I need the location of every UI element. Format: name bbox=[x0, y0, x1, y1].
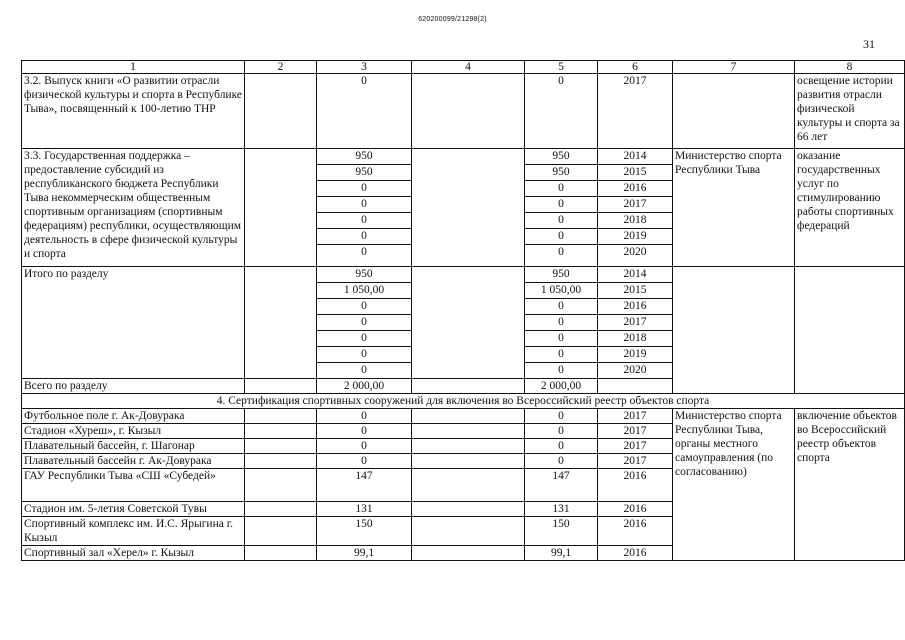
subtotal-label: Итого по разделу bbox=[22, 267, 245, 379]
table-row bbox=[22, 409, 905, 424]
amount-cell: 0 bbox=[317, 245, 412, 267]
section-heading-row bbox=[22, 394, 905, 409]
header-cell: 3 bbox=[317, 61, 412, 74]
year-cell: 2014 bbox=[598, 267, 673, 283]
amount-cell: 0 bbox=[525, 454, 598, 469]
year-cell: 2016 bbox=[598, 502, 673, 517]
amount-cell: 0 bbox=[525, 197, 598, 213]
header-cell: 4 bbox=[412, 61, 525, 74]
amount-cell: 0 bbox=[525, 424, 598, 439]
amount-cell: 0 bbox=[525, 213, 598, 229]
amount-cell: 150 bbox=[525, 517, 598, 546]
amount-cell: 147 bbox=[525, 469, 598, 502]
year-cell: 2019 bbox=[598, 229, 673, 245]
amount-cell: 0 bbox=[317, 347, 412, 363]
header-cell: 6 bbox=[598, 61, 673, 74]
amount-cell: 2 000,00 bbox=[525, 379, 598, 394]
year-cell: 2016 bbox=[598, 546, 673, 561]
year-cell: 2017 bbox=[598, 197, 673, 213]
header-cell: 1 bbox=[22, 61, 245, 74]
table-row bbox=[22, 149, 905, 165]
amount-cell: 0 bbox=[317, 315, 412, 331]
amount-cell: 147 bbox=[317, 469, 412, 502]
year-cell: 2017 bbox=[598, 424, 673, 439]
amount-cell: 0 bbox=[525, 439, 598, 454]
header-cell: 7 bbox=[673, 61, 795, 74]
amount-cell: 0 bbox=[317, 424, 412, 439]
year-cell: 2017 bbox=[598, 315, 673, 331]
table-row bbox=[22, 267, 905, 283]
amount-cell: 2 000,00 bbox=[317, 379, 412, 394]
amount-cell: 0 bbox=[525, 347, 598, 363]
amount-cell: 0 bbox=[317, 74, 412, 149]
year-cell: 2018 bbox=[598, 331, 673, 347]
amount-cell: 131 bbox=[317, 502, 412, 517]
amount-cell: 0 bbox=[525, 409, 598, 424]
header-cell: 8 bbox=[795, 61, 905, 74]
result-cell: освещение истории развития отрасли физической культуры и спорта за 66 лет bbox=[795, 74, 905, 149]
page-number: 31 bbox=[863, 37, 875, 51]
amount-cell: 131 bbox=[525, 502, 598, 517]
activity-name: 3.2. Выпуск книги «О развитии отрасли физической культуры и спорта в Республике Тыва», посвященный к 100-летию ТНР bbox=[22, 74, 245, 149]
executor-cell: Министерство спорта Республики Тыва bbox=[673, 149, 795, 267]
amount-cell: 1 050,00 bbox=[317, 283, 412, 299]
program-table bbox=[21, 60, 905, 561]
year-cell: 2019 bbox=[598, 347, 673, 363]
year-cell: 2017 bbox=[598, 409, 673, 424]
amount-cell: 950 bbox=[317, 149, 412, 165]
amount-cell: 0 bbox=[317, 213, 412, 229]
year-cell: 2015 bbox=[598, 283, 673, 299]
section-title: 4. Сертификация спортивных сооружений для включения во Всероссийский реестр объектов спорта bbox=[22, 394, 905, 409]
year-cell: 2016 bbox=[598, 181, 673, 197]
amount-cell: 950 bbox=[525, 165, 598, 181]
total-label: Всего по разделу bbox=[22, 379, 245, 394]
executor-cell: Министерство спорта Республики Тыва, органы местного самоуправления (по согласованию) bbox=[673, 409, 795, 561]
year-cell: 2016 bbox=[598, 517, 673, 546]
amount-cell: 0 bbox=[525, 363, 598, 379]
amount-cell: 0 bbox=[317, 229, 412, 245]
header-cell: 5 bbox=[525, 61, 598, 74]
amount-cell: 1 050,00 bbox=[525, 283, 598, 299]
year-cell: 2020 bbox=[598, 245, 673, 267]
amount-cell: 0 bbox=[317, 331, 412, 347]
amount-cell: 0 bbox=[317, 409, 412, 424]
year-cell: 2017 bbox=[598, 439, 673, 454]
year-cell: 2017 bbox=[598, 454, 673, 469]
amount-cell: 0 bbox=[317, 181, 412, 197]
header-row bbox=[22, 61, 905, 74]
amount-cell: 950 bbox=[525, 267, 598, 283]
year-cell: 2016 bbox=[598, 299, 673, 315]
facility-name: Спортивный зал «Херел» г. Кызыл bbox=[22, 546, 245, 561]
amount-cell: 99,1 bbox=[317, 546, 412, 561]
amount-cell: 950 bbox=[317, 165, 412, 181]
amount-cell: 150 bbox=[317, 517, 412, 546]
year-cell: 2015 bbox=[598, 165, 673, 181]
amount-cell: 0 bbox=[525, 315, 598, 331]
amount-cell: 99,1 bbox=[525, 546, 598, 561]
amount-cell: 0 bbox=[317, 439, 412, 454]
amount-cell: 0 bbox=[525, 331, 598, 347]
year-cell: 2017 bbox=[598, 74, 673, 149]
result-cell: оказание государственных услуг по стимулированию работы спортивных федераций bbox=[795, 149, 905, 267]
amount-cell: 0 bbox=[525, 229, 598, 245]
amount-cell: 0 bbox=[525, 299, 598, 315]
amount-cell: 0 bbox=[525, 74, 598, 149]
amount-cell: 0 bbox=[525, 245, 598, 267]
result-cell: включение объектов во Всероссийский реестр объектов спорта bbox=[795, 409, 905, 561]
facility-name: Спортивный комплекс им. И.С. Ярыгина г. Кызыл bbox=[22, 517, 245, 546]
amount-cell: 950 bbox=[317, 267, 412, 283]
facility-name: Стадион «Хуреш», г. Кызыл bbox=[22, 424, 245, 439]
amount-cell: 0 bbox=[525, 181, 598, 197]
header-cell: 2 bbox=[245, 61, 317, 74]
year-cell: 2016 bbox=[598, 469, 673, 502]
amount-cell: 0 bbox=[317, 197, 412, 213]
year-cell: 2018 bbox=[598, 213, 673, 229]
amount-cell: 950 bbox=[525, 149, 598, 165]
document-id: 620200099/21298(2) bbox=[418, 16, 487, 23]
year-cell: 2014 bbox=[598, 149, 673, 165]
year-cell: 2020 bbox=[598, 363, 673, 379]
amount-cell: 0 bbox=[317, 363, 412, 379]
table-row bbox=[22, 74, 905, 149]
amount-cell: 0 bbox=[317, 454, 412, 469]
facility-name: Футбольное поле г. Ак-Довурака bbox=[22, 409, 245, 424]
facility-name: Плавательный бассейн г. Ак-Довурака bbox=[22, 454, 245, 469]
activity-name: 3.3. Государственная поддержка – предоставление субсидий из республиканского бюджета Республики Тыва некоммерческим общественным спортивным организациям (спортивным федерациям) республики, осуществляющим деятельность в сфере физической культуры и спорта bbox=[22, 149, 245, 267]
amount-cell: 0 bbox=[317, 299, 412, 315]
facility-name: Плавательный бассейн, г. Шагонар bbox=[22, 439, 245, 454]
facility-name: ГАУ Республики Тыва «СШ «Субедей» bbox=[22, 469, 245, 502]
facility-name: Стадион им. 5-летия Советской Тувы bbox=[22, 502, 245, 517]
